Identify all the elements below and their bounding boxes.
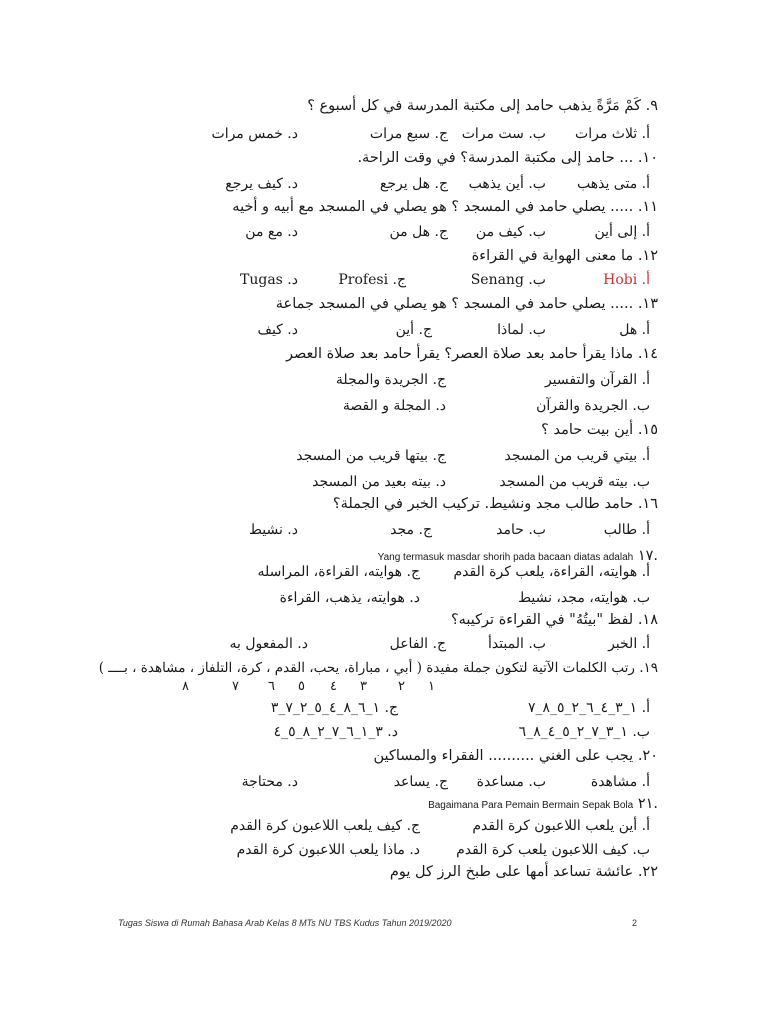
question-14: ١٤. ماذا يقرأ حامد بعد صلاة العصر؟ يقرأ حامد بعد صلاة العصر — [285, 346, 658, 362]
question-18: ١٨. لفظ "بيتُهُ" في القراءة تركيبه؟ — [450, 612, 658, 628]
question-20: ٢٠. يجب على الغني .......... الفقراء والمساكين — [373, 748, 658, 764]
option: ب. أين يذهب — [468, 176, 546, 192]
option: أ. الخبر — [608, 636, 650, 652]
option: ج. Profesi — [338, 272, 406, 288]
option: ب. هوايته، مجد، نشيط — [518, 590, 650, 606]
word-number: ٥ — [298, 679, 305, 694]
question-12: ١٢. ما معنى الهواية في القراءة — [471, 248, 658, 264]
word-number: ٧ — [232, 679, 239, 694]
option: ب. ١_٣_٧_٢_٥_٤_٨_٦ — [518, 724, 650, 740]
option: د. ٣_١_٦_٧_٢_٨_٥_٤ — [273, 724, 398, 740]
option: ج. هل يرجع — [379, 176, 448, 192]
option: أ. ١_٣_٤_٦_٢_٥_٨_٧ — [527, 700, 650, 716]
option: ج. الفاعل — [389, 636, 446, 652]
word-number: ٦ — [268, 679, 275, 694]
question-10: ١٠. ... حامد إلى مكتبة المدرسة؟ في وقت الراحة. — [357, 150, 658, 166]
word-number: ٢ — [398, 679, 405, 694]
option: د. هوايته، يذهب، القراءة — [279, 590, 420, 606]
option: ج. سبع مرات — [369, 126, 448, 142]
option: أ. بيتي قريب من المسجد — [504, 448, 650, 464]
option: د. خمس مرات — [211, 126, 298, 142]
option: د. مع من — [245, 224, 298, 240]
question-15: ١٥. أين بيت حامد ؟ — [541, 422, 658, 438]
option: د. كيف — [257, 322, 298, 338]
option: د. المفعول به — [229, 636, 308, 652]
option: د. كيف يرجع — [225, 176, 298, 192]
option: ب. الجريدة والقرآن — [536, 398, 650, 414]
option: ب. حامد — [496, 522, 546, 538]
option: أ. إلى أين — [594, 224, 650, 240]
question-17: .١٧ Yang termasuk masdar shorih pada bacaan diatas adalah — [377, 548, 658, 564]
option: ج. كيف يلعب اللاعبون كرة القدم — [230, 818, 420, 834]
option: ج. هل من — [389, 224, 448, 240]
option: أ. مشاهدة — [590, 774, 650, 790]
footer-text: Tugas Siswa di Rumah Bahasa Arab Kelas 8 MTs NU TBS Kudus Tahun 2019/2020 — [118, 918, 452, 928]
option: ب. بيته قريب من المسجد — [499, 474, 650, 490]
option: أ. طالب — [603, 522, 650, 538]
option: ب. ست مرات — [461, 126, 546, 142]
option: ب. مساعدة — [476, 774, 546, 790]
option: ج. بيتها قريب من المسجد — [296, 448, 446, 464]
question-22: ٢٢. عائشة تساعد أمها على طبخ الرز كل يوم — [389, 864, 658, 880]
word-number: ٨ — [182, 679, 189, 694]
word-number: ٣ — [360, 679, 367, 694]
option: أ. أين يلعب اللاعبون كرة القدم — [472, 818, 650, 834]
question-9: ٩. كَمْ مَرَّةً يذهب حامد إلى مكتبة المدرسة في كل أسبوع ؟ — [307, 98, 658, 114]
option: د. نشيط — [248, 522, 298, 538]
option: د. محتاجة — [241, 774, 298, 790]
option: أ. هوايته، القراءة، يلعب كرة القدم — [453, 564, 650, 580]
option: أ. ثلاث مرات — [575, 126, 650, 142]
option-correct: أ. Hobi — [603, 272, 650, 288]
question-13: ١٣. ..... يصلي حامد في المسجد ؟ هو يصلي في المسجد جماعة — [275, 296, 658, 312]
word-number: ١ — [428, 679, 435, 694]
option: ب. Senang — [470, 272, 546, 288]
word-number: ٤ — [330, 679, 337, 694]
question-11: ١١. ..... يصلي حامد في المسجد ؟ هو يصلي في المسجد مع أبيه و أخيه — [232, 199, 658, 215]
option: أ. القرآن والتفسير — [544, 372, 650, 388]
question-21: .٢١ Bagaimana Para Pemain Bermain Sepak Bola — [428, 796, 658, 812]
option: ج. يساعد — [393, 774, 448, 790]
option: د. ماذا يلعب اللاعبون كرة القدم — [236, 842, 420, 858]
option: أ. هل — [619, 322, 650, 338]
option: ب. كيف من — [475, 224, 546, 240]
option: أ. متى يذهب — [576, 176, 650, 192]
question-19: ١٩. رتب الكلمات الآتية لتكون جملة مفيدة ( أبي ، مباراة، يحب، القدم ، كرة، التلفاز ، مشاهدة ، بــــ ) — [98, 660, 658, 676]
option: ب. المبتدأ — [487, 636, 546, 652]
option: د. المجلة و القصة — [342, 398, 446, 414]
option: ب. لماذا — [497, 322, 546, 338]
option: د. بيته بعيد من المسجد — [312, 474, 446, 490]
option: ج. الجريدة والمجلة — [335, 372, 446, 388]
question-16: ١٦. حامد طالب مجد ونشيط. تركيب الخبر في الجملة؟ — [332, 496, 658, 512]
option: ج. مجد — [390, 522, 432, 538]
option: ج. أين — [395, 322, 432, 338]
option: ج. هوايته، القراءة، المراسله — [257, 564, 420, 580]
page-number: 2 — [632, 918, 638, 928]
option: ب. كيف اللاعبون يلعب كرة القدم — [456, 842, 650, 858]
option: ج. ١_٦_٨_٤_٥_٢_٧_٣ — [270, 700, 398, 716]
option: د. Tugas — [240, 272, 298, 288]
